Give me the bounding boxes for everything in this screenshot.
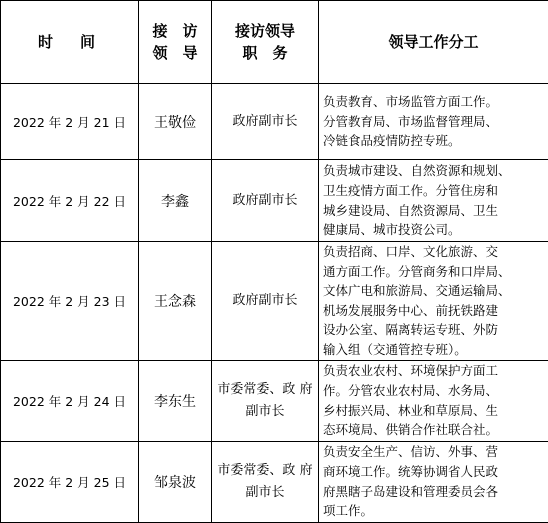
duty-line: 卫生疫情方面工作。分管住房和 bbox=[319, 181, 548, 201]
duty-line: 态环境局、供销合作社联合社。 bbox=[319, 420, 548, 440]
duty-line: 机场发展服务中心、前抚铁路建 bbox=[319, 301, 548, 321]
post-line1: 市委常委、政 bbox=[217, 463, 295, 478]
duty-line: 负责城市建设、自然资源和规划、 bbox=[319, 161, 548, 181]
post-cell bbox=[212, 360, 319, 441]
date-cell: 2022 年 2 月 23 日 bbox=[1, 242, 139, 361]
leader-name-cell: 王念森 bbox=[139, 242, 212, 361]
duty-line: 作。分管农业农村局、水务局、 bbox=[319, 381, 548, 401]
leader-name-cell: 李东生 bbox=[139, 360, 212, 441]
table-row bbox=[1, 242, 548, 361]
duty-line: 负责招商、口岸、文化旅游、交 bbox=[319, 242, 548, 262]
post-line2: 府副市长 bbox=[245, 382, 312, 419]
date-cell: 2022 年 2 月 21 日 bbox=[1, 84, 139, 160]
duty-line: 乡村振兴局、林业和草原局、生 bbox=[319, 401, 548, 421]
header-leader-line2: 领 导 bbox=[139, 42, 211, 64]
duty-line: 设办公室、隔离转运专班、外防 bbox=[319, 320, 548, 340]
table-row bbox=[1, 84, 548, 160]
leader-name-cell: 邹泉波 bbox=[139, 441, 212, 522]
leader-name-cell: 李鑫 bbox=[139, 160, 212, 242]
duty-line: 分管教育局、市场监督管理局、 bbox=[319, 112, 548, 132]
header-post-line1: 接访领导 bbox=[212, 20, 318, 42]
header-post-line2: 职 务 bbox=[212, 42, 318, 64]
table-row bbox=[1, 441, 548, 522]
post-cell bbox=[212, 242, 319, 361]
header-row bbox=[1, 1, 548, 84]
table-row bbox=[1, 160, 548, 242]
date-cell: 2022 年 2 月 22 日 bbox=[1, 160, 139, 242]
duty-line: 商环境工作。统筹协调省人民政 bbox=[319, 462, 548, 482]
duty-line: 负责教育、市场监管方面工作。 bbox=[319, 92, 548, 112]
duty-cell bbox=[319, 84, 548, 160]
leader-name-cell: 王敬俭 bbox=[139, 84, 212, 160]
post-cell bbox=[212, 84, 319, 160]
post-line2: 府副市长 bbox=[245, 463, 312, 500]
duty-line: 项工作。 bbox=[319, 501, 548, 521]
table-row bbox=[1, 360, 548, 441]
date-cell: 2022 年 2 月 25 日 bbox=[1, 441, 139, 522]
duty-cell bbox=[319, 441, 548, 522]
header-duty: 领导工作分工 bbox=[319, 1, 548, 84]
post-cell bbox=[212, 441, 319, 522]
duty-line: 输入组（交通管控专班）。 bbox=[319, 340, 548, 360]
duty-line: 负责安全生产、信访、外事、营 bbox=[319, 442, 548, 462]
post-line1: 市委常委、政 bbox=[217, 382, 295, 397]
duty-line: 文体广电和旅游局、交通运输局、 bbox=[319, 281, 548, 301]
post-line1: 政府副市长 bbox=[232, 114, 297, 129]
post-cell bbox=[212, 160, 319, 242]
duty-line: 负责农业农村、环境保护方面工 bbox=[319, 361, 548, 381]
duty-line: 通方面工作。分管商务和口岸局、 bbox=[319, 262, 548, 282]
duty-line: 府黑瞎子岛建设和管理委员会各 bbox=[319, 482, 548, 502]
duty-line: 城乡建设局、自然资源局、卫生 bbox=[319, 201, 548, 221]
duty-line: 冷链食品疫情防控专班。 bbox=[319, 131, 548, 151]
post-line1: 政府副市长 bbox=[232, 193, 297, 208]
duty-cell bbox=[319, 360, 548, 441]
duty-cell bbox=[319, 242, 548, 361]
duty-line: 健康局、城市投资公司。 bbox=[319, 220, 548, 240]
date-cell: 2022 年 2 月 24 日 bbox=[1, 360, 139, 441]
header-post bbox=[212, 1, 319, 84]
post-line1: 政府副市长 bbox=[232, 293, 297, 308]
duty-cell bbox=[319, 160, 548, 242]
header-time: 时 间 bbox=[1, 1, 139, 84]
header-leader bbox=[139, 1, 212, 84]
header-leader-line1: 接 访 bbox=[139, 20, 211, 42]
